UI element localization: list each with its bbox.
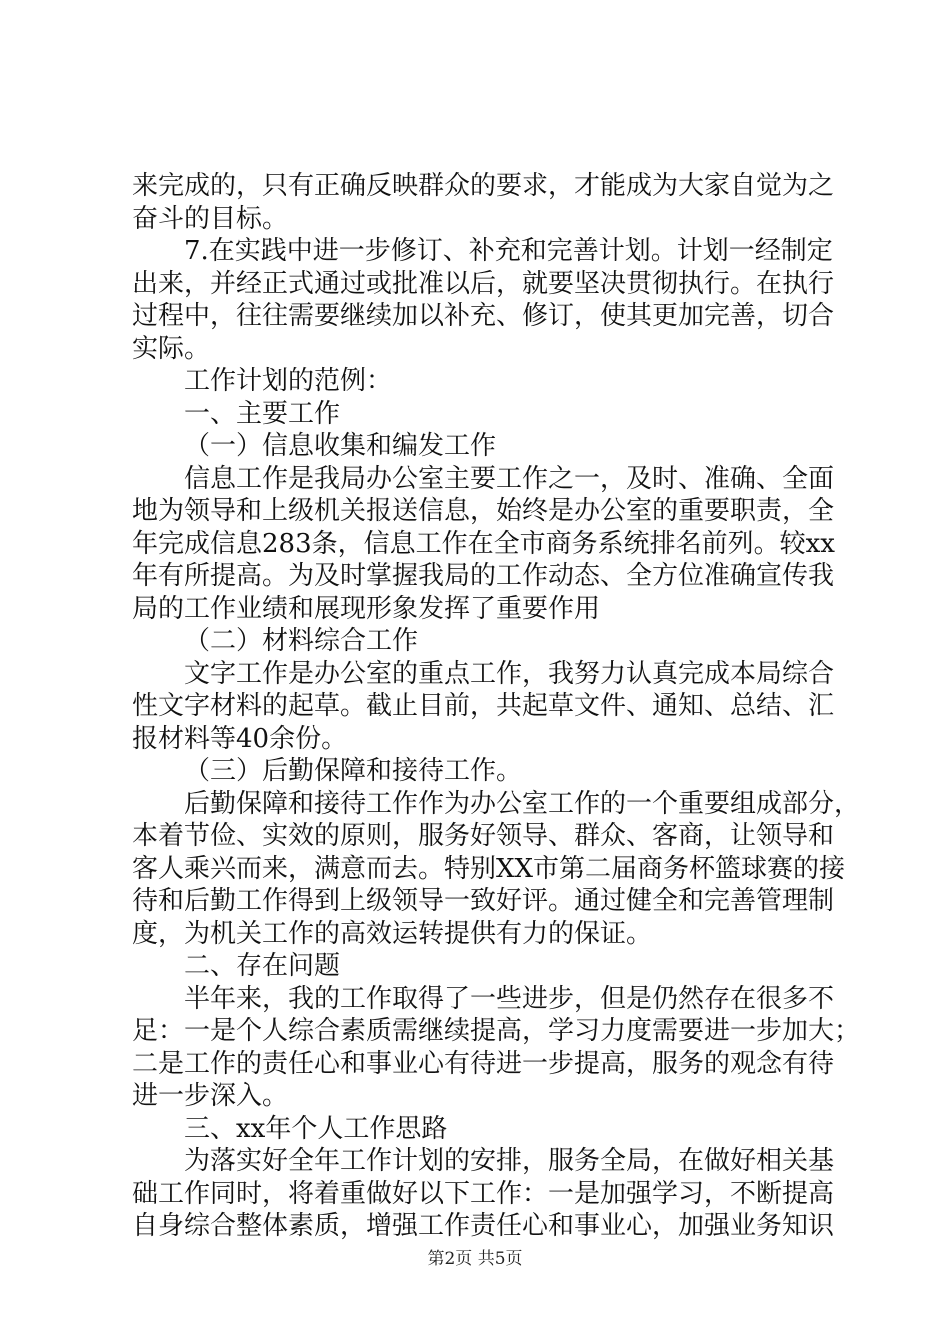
text-line: 进一步深入。 bbox=[132, 1081, 289, 1111]
text-line: 二、存在问题 bbox=[184, 951, 341, 981]
text-line: 年有所提高。为及时掌握我局的工作动态、全方位准确宣传我 bbox=[132, 561, 835, 591]
text-line: 信息工作是我局办公室主要工作之一，及时、准确、全面 bbox=[184, 463, 835, 494]
text-line: 年完成信息283条，信息工作在全市商务系统排名前列。较xx bbox=[132, 528, 835, 559]
text-line: 本着节俭、实效的原则，服务好领导、群众、客商，让领导和 bbox=[132, 821, 835, 851]
text-line: 性文字材料的起草。截止目前，共起草文件、通知、总结、汇 bbox=[132, 691, 835, 721]
text-line: 报材料等40余份。 bbox=[132, 723, 348, 754]
text-line: 客人乘兴而来，满意而去。特别XX市第二届商务杯篮球赛的接 bbox=[132, 853, 846, 884]
page-footer: 第2页 共5页 bbox=[427, 1249, 523, 1269]
text-line: （三）后勤保障和接待工作。 bbox=[184, 756, 523, 786]
text-line: （二）材料综合工作 bbox=[184, 626, 419, 656]
text-line: 出来，并经正式通过或批准以后，就要坚决贯彻执行。在执行 bbox=[132, 268, 835, 299]
text-line: 为落实好全年工作计划的安排，服务全局，在做好相关基 bbox=[184, 1146, 835, 1176]
text-line: 础工作同时，将着重做好以下工作：一是加强学习，不断提高 bbox=[132, 1178, 835, 1209]
text-line: 奋斗的目标。 bbox=[132, 203, 289, 234]
text-line: 局的工作业绩和展现形象发挥了重要作用 bbox=[132, 593, 601, 624]
text-line: 地为领导和上级机关报送信息，始终是办公室的重要职责，全 bbox=[132, 496, 835, 526]
text-line: 二是工作的责任心和事业心有待进一步提高，服务的观念有待 bbox=[132, 1048, 835, 1079]
text-line: 自身综合整体素质，增强工作责任心和事业心，加强业务知识 bbox=[132, 1211, 835, 1241]
text-line: 足：一是个人综合素质需继续提高，学习力度需要进一步加大； bbox=[132, 1016, 861, 1046]
text-line: 工作计划的范例： bbox=[184, 366, 393, 396]
text-line: 来完成的，只有正确反映群众的要求，才能成为大家自觉为之 bbox=[132, 171, 835, 201]
text-line: 半年来，我的工作取得了一些进步，但是仍然存在很多不 bbox=[184, 983, 835, 1014]
text-line: 度，为机关工作的高效运转提供有力的保证。 bbox=[132, 918, 653, 949]
text-line: 一、主要工作 bbox=[184, 398, 341, 429]
text-line: 后勤保障和接待工作作为办公室工作的一个重要组成部分， bbox=[184, 788, 861, 819]
text-line: 文字工作是办公室的重点工作，我努力认真完成本局综合 bbox=[184, 658, 835, 689]
text-line: 三、xx年个人工作思路 bbox=[184, 1113, 448, 1144]
text-line: 实际。 bbox=[132, 333, 211, 364]
text-line: 7.在实践中进一步修订、补充和完善计划。计划一经制定 bbox=[184, 236, 833, 266]
document-body bbox=[132, 170, 861, 1243]
text-line: 过程中，往往需要继续加以补充、修订，使其更加完善，切合 bbox=[132, 301, 835, 331]
text-line: （一）信息收集和编发工作 bbox=[184, 431, 497, 461]
text-line: 待和后勤工作得到上级领导一致好评。通过健全和完善管理制 bbox=[132, 886, 835, 916]
